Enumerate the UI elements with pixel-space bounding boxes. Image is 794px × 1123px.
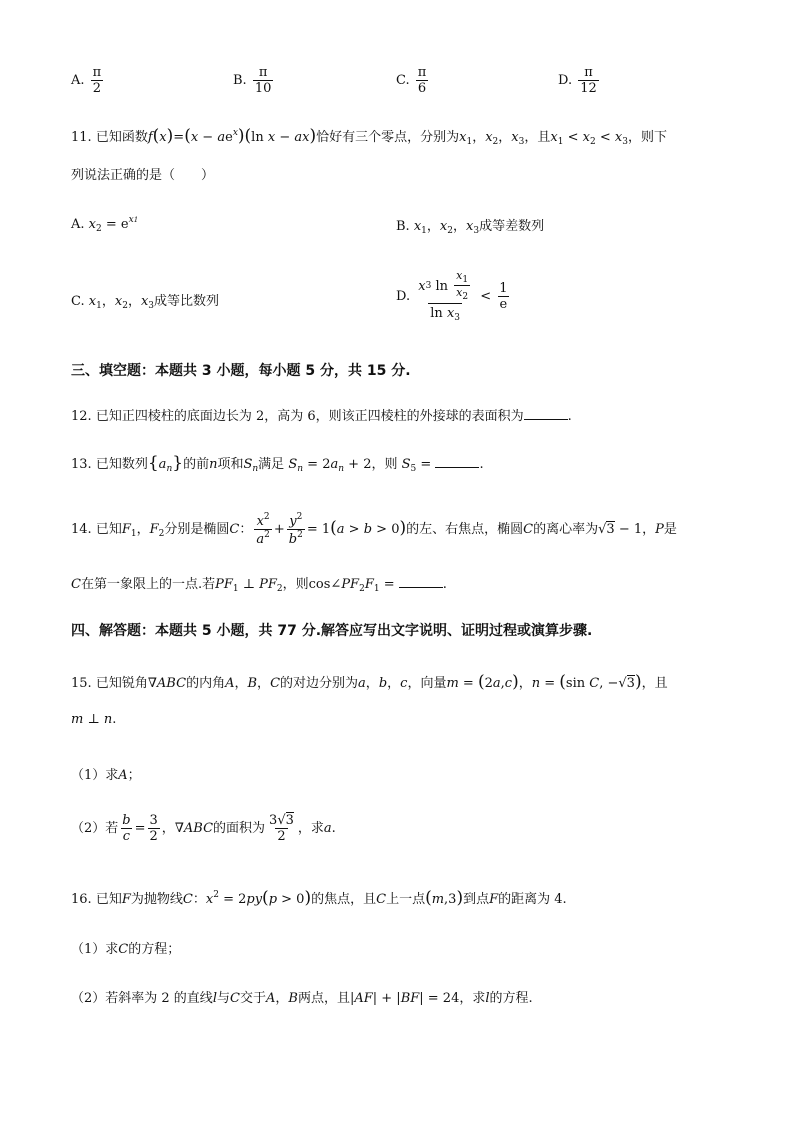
question-text: ； [127, 768, 141, 783]
question-text: 的方程； [128, 942, 181, 957]
question-text: ，向量 [407, 676, 447, 691]
option-label: C. [71, 294, 85, 309]
question-text: 恰好有三个零点，分别为 [316, 130, 460, 145]
math-var: A [118, 768, 128, 783]
question-number: 16. [71, 892, 92, 907]
question-13: 13. 已知数列$\{a_n\}$的前n项和$S_n$满足 $S_n = 2a_n + 2$，则 $S_5$ = . [71, 453, 484, 474]
q11-option-a: A. $x_2 = e^{x1}$ [71, 215, 139, 234]
option-label: A. [71, 73, 85, 89]
question-text: 的焦点，且 [311, 892, 377, 907]
option-label: C. [396, 73, 410, 89]
option-label: D. [558, 73, 573, 89]
question-16-part1: （1）求C的方程； [71, 942, 181, 957]
question-text: 已知 [95, 892, 122, 907]
option-c [396, 66, 430, 95]
question-number: 14. [71, 522, 92, 538]
question-text: 分别是椭圆 [164, 522, 230, 538]
question-text: ，求 [459, 991, 486, 1006]
question-text: （1）求 [71, 942, 119, 957]
fraction [578, 66, 599, 95]
question-text: （1）求 [71, 768, 119, 783]
question-14-line2: C在第一象限上的一点.若$PF_1$ ⊥ $PF_2$，则$\cos\angle PF_2F_1$ = . [71, 577, 447, 594]
question-14-line1: 14. 已知$F_1$，$F_2$分别是椭圆C： $\frac{x^2}{a^2}$ + $\frac{y^2}{b^2}$ = 1(a > b > 0)的左、右焦点，椭圆C的离心率为√3 − 1，P是 [71, 512, 677, 547]
question-15-part1 [71, 764, 141, 783]
question-text: 已知函数 [95, 130, 148, 145]
q11-option-d: D. x 3 ln $\frac{x_1}{x_2}$ $\ln x_3$ < $\frac{1}{e}$ [396, 269, 508, 323]
option-text: 成等差数列 [479, 219, 545, 234]
math-var: n [209, 457, 218, 472]
question-text: ， [642, 522, 656, 538]
denominator: 2 [92, 80, 102, 96]
option-text: 成等比数列 [154, 294, 220, 309]
question-text: ，且 [524, 130, 551, 145]
question-text: ，则 [282, 577, 309, 592]
question-11-line1: 11. 已知函数$f(x)=(x - ae^x)(\ln$ x − ax)恰好有三个零点，分别为$x_1$，$x_2$，$x_3$，且$x_1 < x_2 < x_3$，则下 [71, 126, 667, 147]
question-text: ，则下 [627, 130, 667, 145]
fraction [91, 66, 104, 95]
question-text: 的内角 [186, 676, 226, 691]
math: f [147, 130, 153, 145]
question-text: ， [161, 821, 175, 837]
question-text: 的方程. [489, 991, 533, 1006]
period: . [331, 821, 336, 837]
question-16-part2: （2）若斜率为 2 的直线l与C交于A，B两点，且|AF| + |BF| = 24，求l的方程. [71, 991, 533, 1006]
numerator: π [417, 65, 427, 80]
option-label: B. [233, 73, 247, 89]
question-15-line1: 15. 已知锐角∇ABC的内角A，B，C的对边分别为a，b，c，向量m = (2a,c)，n = (sin C, −√3)，且 [71, 672, 668, 692]
option-label: A. [71, 217, 85, 232]
question-15-part2: （2）若 $\frac{b}{c}$ = $\frac{3}{2}$ ，∇ABC的面积为 $\frac{3√3}{2}$ ，求a. [71, 813, 336, 844]
question-text: ，求 [297, 821, 324, 837]
question-text: 上一点 [386, 892, 426, 907]
option-label: D. [396, 289, 411, 305]
question-text: 的前 [183, 457, 210, 472]
fraction [416, 66, 429, 95]
answer-blank[interactable] [435, 455, 479, 468]
question-number: 15. [71, 676, 92, 691]
math-var: a [323, 821, 332, 837]
numerator: π [258, 65, 268, 80]
question-text: 已知正四棱柱的底面边长为 2，高为 6，则该正四棱柱的外接球的表面积为 [95, 409, 524, 424]
question-number: 11. [71, 130, 92, 145]
question-text: ，则 [371, 457, 398, 472]
question-text: 与 [216, 991, 230, 1006]
fraction [253, 66, 274, 95]
q11-option-c: C. $x_1$，$x_2$，$x_3$成等比数列 [71, 294, 220, 311]
option-b [233, 66, 275, 95]
question-text: 的对边分别为 [280, 676, 359, 691]
option-d [558, 66, 601, 95]
question-number: 12. [71, 409, 92, 424]
denominator: 6 [417, 80, 427, 96]
question-text: 的面积为 [213, 821, 266, 837]
option-a [71, 66, 105, 95]
question-12 [71, 405, 572, 424]
question-text: 项和 [217, 457, 244, 472]
question-text: 已知 [95, 522, 122, 538]
question-text: 已知锐角 [95, 676, 148, 691]
question-text: 为抛物线 [130, 892, 183, 907]
question-text: 是 [663, 522, 677, 538]
question-11-line2: 列说法正确的是（ ） [71, 168, 215, 183]
question-text: 交于 [239, 991, 266, 1006]
option-label: B. [396, 219, 410, 234]
section-3-heading: 三、填空题：本题共 3 小题，每小题 5 分，共 15 分. [71, 363, 411, 379]
question-16-line1: 16. 已知F为抛物线C：$x^2 = 2py(p > 0)$的焦点，且C上一点(m,3)到点F的距离为 4. [71, 888, 567, 908]
answer-blank[interactable] [524, 407, 568, 420]
question-text: 在第一象限上的一点.若 [80, 577, 216, 592]
question-15-line2: m ⊥ n. [71, 712, 117, 727]
question-text: 已知数列 [95, 457, 148, 472]
question-text: 到点 [463, 892, 490, 907]
question-number: 13. [71, 457, 92, 472]
question-text: 两点，且 [297, 991, 350, 1006]
period: . [567, 409, 572, 424]
question-text: 的左、右焦点，椭圆 [406, 522, 524, 538]
section-4-heading: 四、解答题：本题共 5 小题，共 77 分.解答应写出文字说明、证明过程或演算步骤. [71, 623, 593, 639]
denominator: 12 [580, 80, 597, 96]
answer-blank[interactable] [399, 575, 443, 588]
numerator: π [92, 65, 102, 80]
question-text: 的距离为 4. [498, 892, 567, 907]
question-text: （2）若斜率为 2 的直线 [71, 991, 213, 1006]
question-text: ，且 [641, 676, 668, 691]
question-text: （2）若 [71, 821, 119, 837]
question-text: 满足 [258, 457, 285, 472]
fraction: x 3 ln $\frac{x_1}{x_2}$ $\ln x_3$ [418, 269, 469, 323]
denominator: 10 [254, 80, 272, 96]
numerator: π [584, 65, 593, 80]
question-text: 的离心率为 [533, 522, 599, 538]
period: . [442, 577, 447, 592]
period: . [479, 457, 484, 472]
q11-option-b: B. $x_1$，$x_2$，$x_3$成等差数列 [396, 219, 545, 236]
